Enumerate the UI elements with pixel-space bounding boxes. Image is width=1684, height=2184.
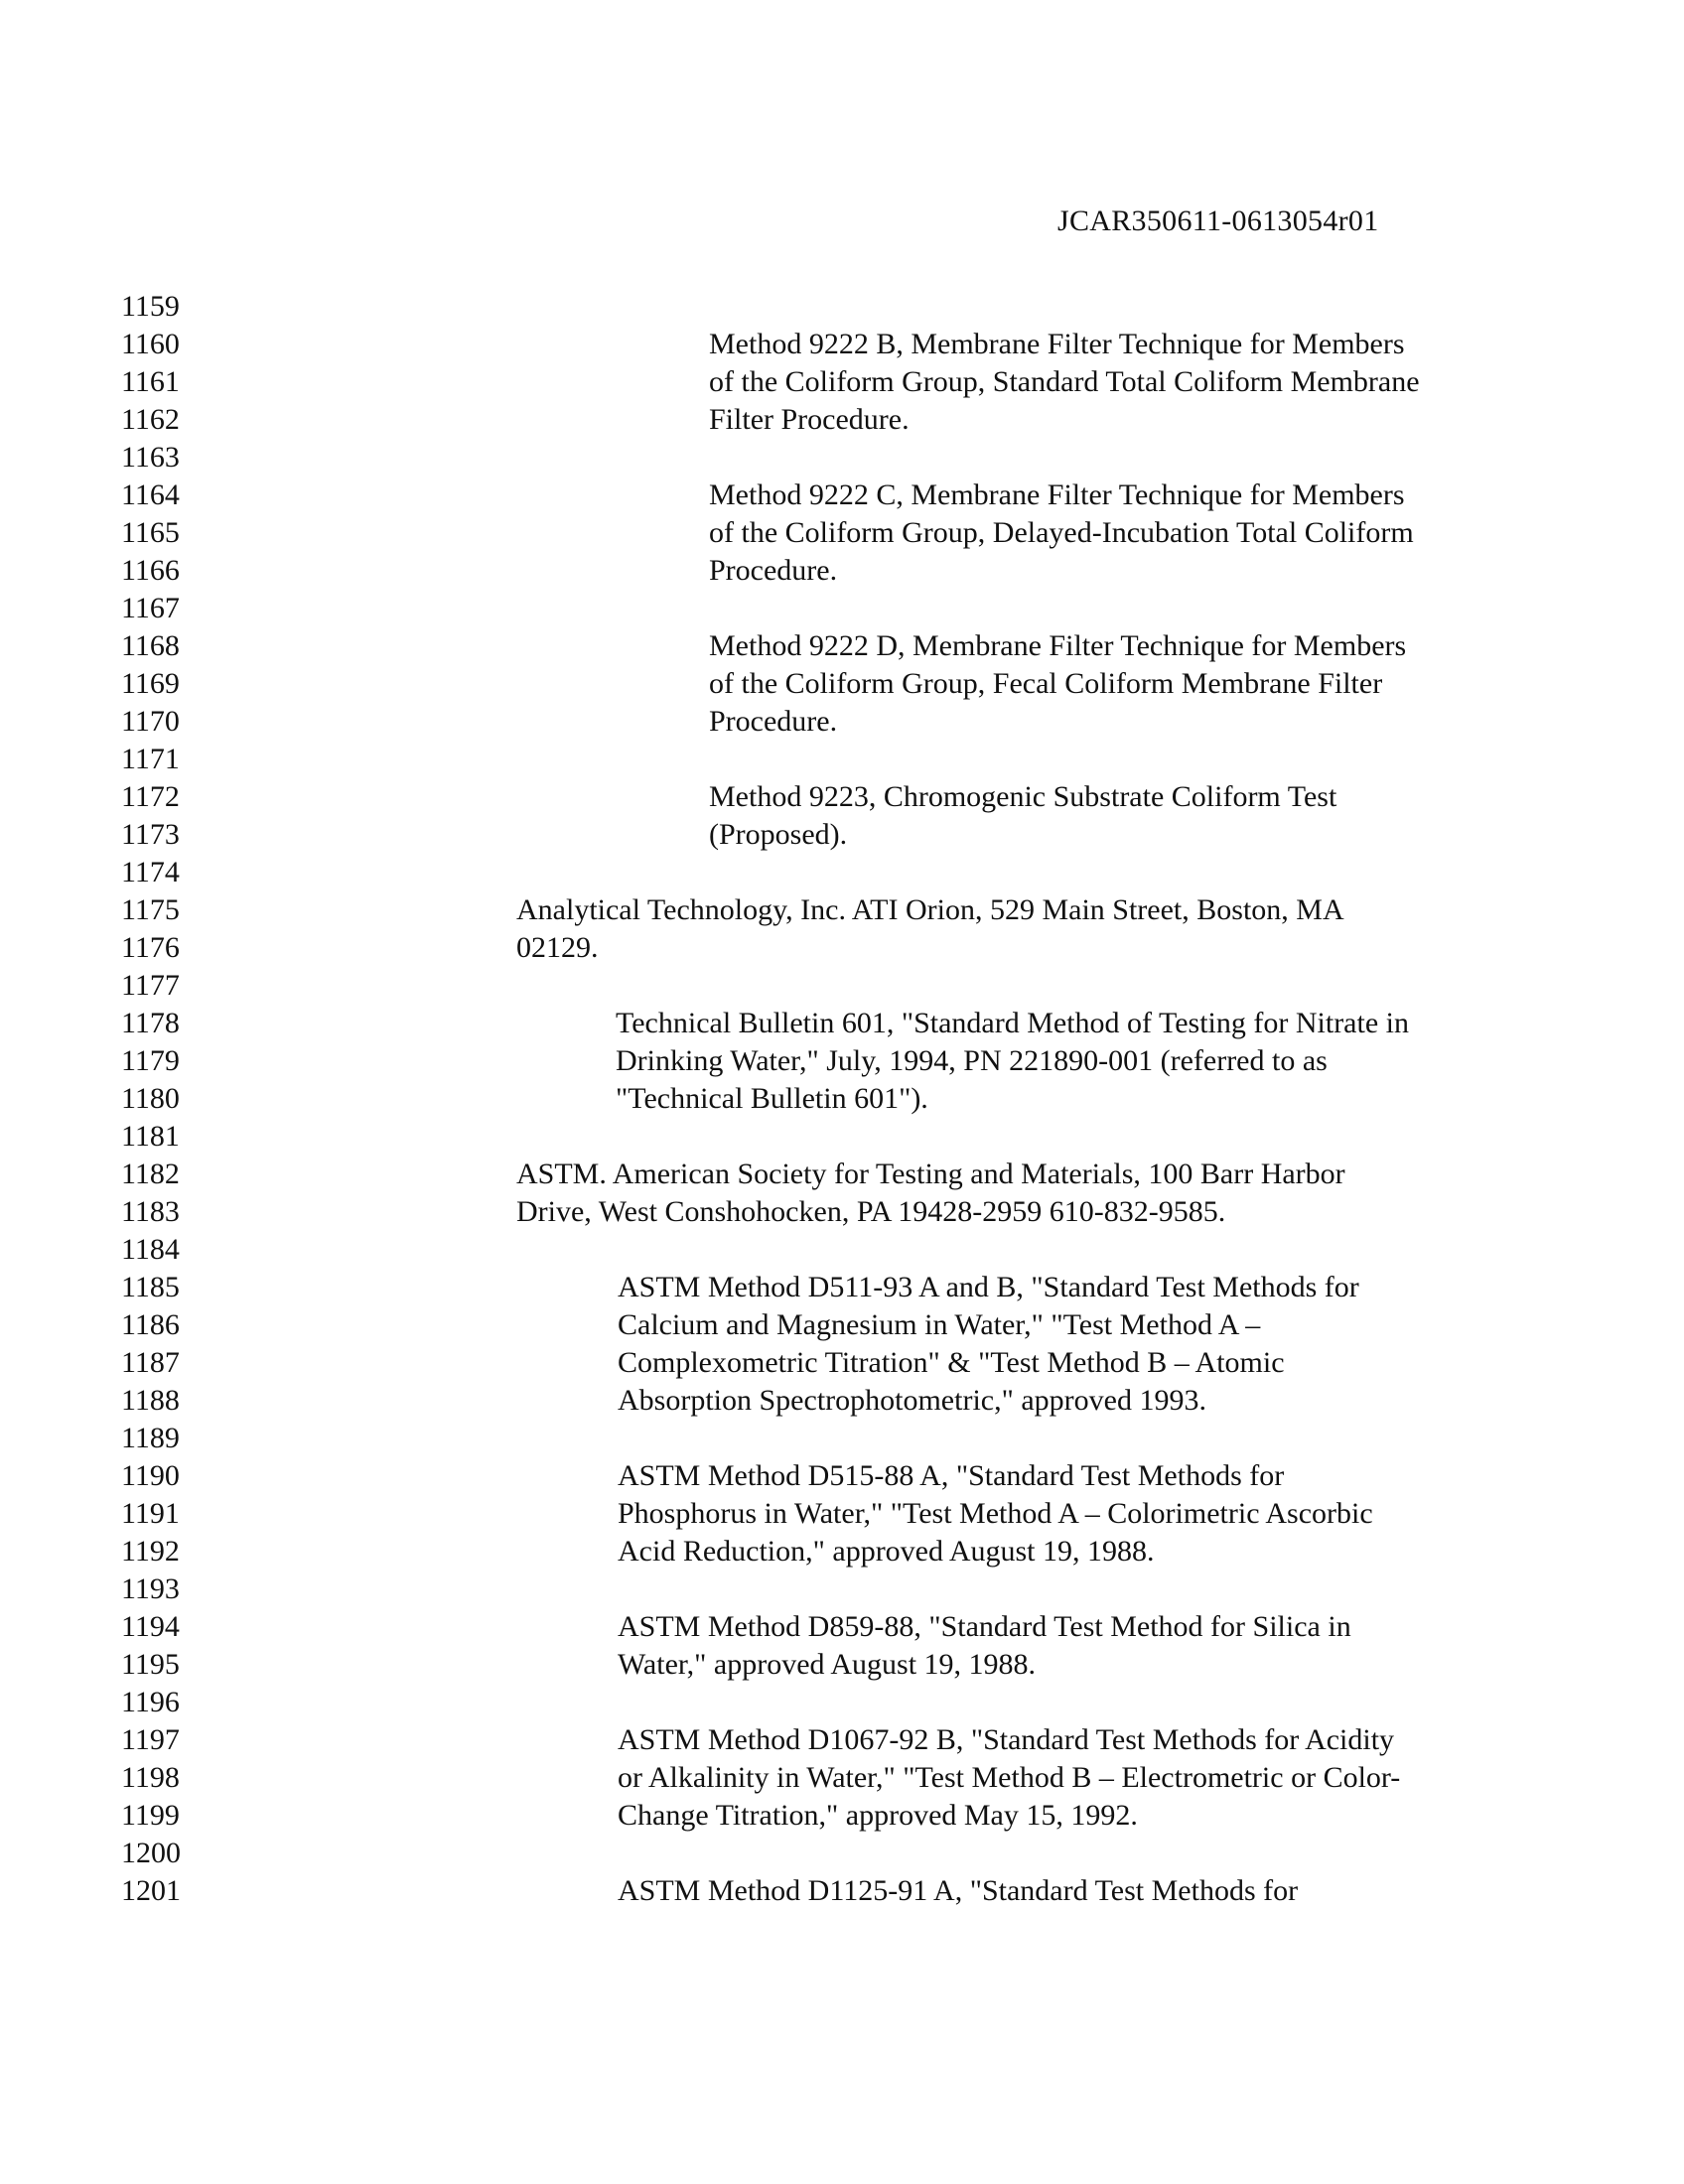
line-number: 1173 (121, 818, 180, 851)
line-number: 1176 (121, 931, 180, 964)
line-number: 1183 (121, 1195, 180, 1228)
entry-line: ASTM. American Society for Testing and Materials, 100 Barr Harbor (516, 1158, 1345, 1190)
line-number: 1171 (121, 743, 180, 775)
line-number-column (121, 288, 181, 1910)
entry-line: or Alkalinity in Water," "Test Method B – Electrometric or Color- (618, 1761, 1401, 1794)
entry-line: ASTM Method D1125-91 A, "Standard Test Methods for (618, 1874, 1299, 1907)
line-number: 1196 (121, 1686, 180, 1718)
line-number: 1188 (121, 1384, 180, 1417)
entry-line: 02129. (516, 931, 599, 964)
reference-astm-d511-93 (618, 1269, 1359, 1420)
line-number: 1174 (121, 856, 180, 888)
reference-method-9223 (709, 778, 1336, 854)
entry-line: of the Coliform Group, Standard Total Coliform Membrane (709, 365, 1420, 398)
line-number: 1178 (121, 1007, 180, 1039)
line-number: 1199 (121, 1799, 180, 1832)
line-number: 1169 (121, 667, 180, 700)
publisher-astm (516, 1156, 1345, 1231)
entry-line: Procedure. (709, 705, 838, 738)
entry-line: Method 9222 D, Membrane Filter Technique for Members (709, 629, 1407, 662)
line-number: 1177 (121, 969, 180, 1002)
line-number: 1175 (121, 893, 180, 926)
line-number: 1160 (121, 328, 180, 360)
entry-line: ASTM Method D515-88 A, "Standard Test Methods for (618, 1459, 1285, 1492)
line-number: 1166 (121, 554, 180, 587)
line-number: 1181 (121, 1120, 180, 1153)
entry-line: (Proposed). (709, 818, 848, 851)
line-number: 1168 (121, 629, 180, 662)
line-number: 1161 (121, 365, 180, 398)
line-number: 1184 (121, 1233, 180, 1266)
reference-technical-bulletin-601 (616, 1005, 1409, 1118)
entry-line: Procedure. (709, 554, 838, 587)
reference-astm-d515-88 (618, 1457, 1373, 1570)
line-number: 1179 (121, 1044, 180, 1077)
line-number: 1195 (121, 1648, 180, 1681)
line-number: 1172 (121, 780, 180, 813)
line-number: 1185 (121, 1271, 180, 1303)
line-number: 1193 (121, 1572, 180, 1605)
reference-astm-d1067-92 (618, 1721, 1400, 1835)
line-number: 1200 (121, 1837, 181, 1869)
line-number: 1192 (121, 1535, 180, 1568)
entry-line: Phosphorus in Water," "Test Method A – Colorimetric Ascorbic (618, 1497, 1373, 1530)
entry-line: Calcium and Magnesium in Water," "Test Method A – (618, 1308, 1261, 1341)
line-number: 1201 (121, 1874, 181, 1907)
entry-line: Drive, West Conshohocken, PA 19428-2959 610-832-9585. (516, 1195, 1226, 1228)
entry-line: Change Titration," approved May 15, 1992. (618, 1799, 1138, 1832)
line-number: 1187 (121, 1346, 180, 1379)
entry-line: "Technical Bulletin 601"). (616, 1082, 928, 1115)
reference-method-9222b (709, 326, 1420, 439)
entry-line: Complexometric Titration" & "Test Method B – Atomic (618, 1346, 1285, 1379)
entry-line: of the Coliform Group, Fecal Coliform Membrane Filter (709, 667, 1383, 700)
line-number: 1198 (121, 1761, 180, 1794)
entry-line: Water," approved August 19, 1988. (618, 1648, 1037, 1681)
line-number: 1163 (121, 441, 180, 474)
line-number: 1180 (121, 1082, 180, 1115)
entry-line: ASTM Method D859-88, "Standard Test Method for Silica in (618, 1610, 1351, 1643)
line-number: 1167 (121, 592, 180, 624)
entry-line: Drinking Water," July, 1994, PN 221890-001 (referred to as (616, 1044, 1328, 1077)
entry-line: Analytical Technology, Inc. ATI Orion, 529 Main Street, Boston, MA (516, 893, 1344, 926)
entry-line: Filter Procedure. (709, 403, 910, 436)
entry-line: Technical Bulletin 601, "Standard Method of Testing for Nitrate in (616, 1007, 1409, 1039)
entry-line: Method 9223, Chromogenic Substrate Coliform Test (709, 780, 1337, 813)
entry-line: Method 9222 C, Membrane Filter Technique for Members (709, 478, 1405, 511)
document-id: JCAR350611-0613054r01 (1057, 205, 1379, 237)
line-number: 1182 (121, 1158, 180, 1190)
line-number: 1162 (121, 403, 180, 436)
line-number: 1159 (121, 290, 180, 323)
reference-method-9222c (709, 477, 1414, 590)
reference-method-9222d (709, 627, 1406, 741)
entry-line: Acid Reduction," approved August 19, 1988. (618, 1535, 1155, 1568)
line-number: 1170 (121, 705, 180, 738)
reference-astm-d1125-91 (618, 1872, 1298, 1910)
line-number: 1164 (121, 478, 180, 511)
line-number: 1194 (121, 1610, 180, 1643)
entry-line: Absorption Spectrophotometric," approved 1993. (618, 1384, 1206, 1417)
entry-line: ASTM Method D1067-92 B, "Standard Test Methods for Acidity (618, 1723, 1395, 1756)
entry-line: Method 9222 B, Membrane Filter Technique for Members (709, 328, 1405, 360)
line-number: 1190 (121, 1459, 180, 1492)
line-number: 1191 (121, 1497, 180, 1530)
line-number: 1197 (121, 1723, 180, 1756)
entry-line: of the Coliform Group, Delayed-Incubation Total Coliform (709, 516, 1414, 549)
line-number: 1165 (121, 516, 180, 549)
line-number: 1189 (121, 1422, 180, 1454)
reference-astm-d859-88 (618, 1608, 1351, 1684)
publisher-analytical-technology (516, 891, 1344, 967)
line-number: 1186 (121, 1308, 180, 1341)
entry-line: ASTM Method D511-93 A and B, "Standard Test Methods for (618, 1271, 1359, 1303)
